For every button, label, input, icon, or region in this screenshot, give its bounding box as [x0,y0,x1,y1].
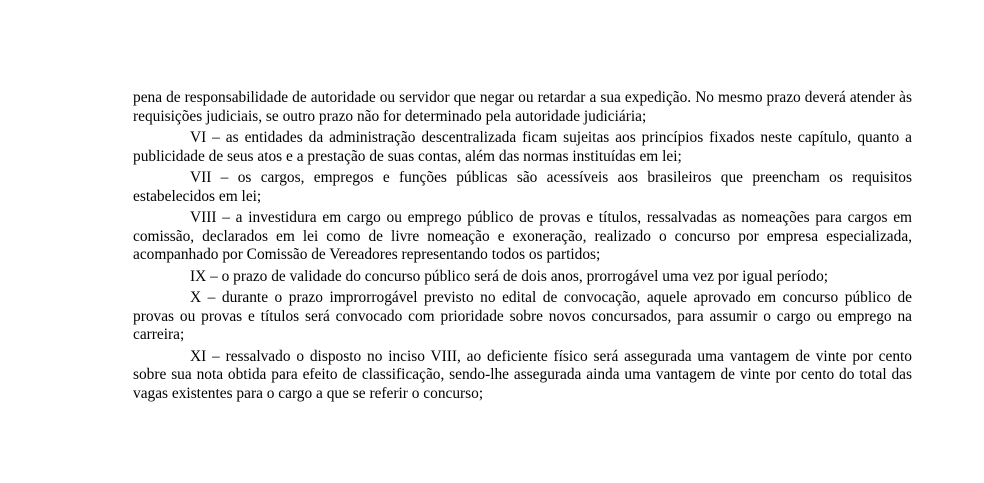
paragraph-item-viii: VIII – a investidura em cargo ou emprego público de provas e títulos, ressalvadas as nomeações para cargos em comissão, declarados em lei como de livre nomeação e exoneração, realizado o concurso por empresa especializada, acompanhado por Comissão de Vereadores representando todos os partidos; [133,209,912,263]
paragraph-item-ix: IX – o prazo de validade do concurso público será de dois anos, prorrogável uma vez por igual período; [190,267,829,285]
paragraph-continuation: pena de responsabilidade de autoridade ou servidor que negar ou retardar a sua expedição. No mesmo prazo deverá atender às requisições judiciais, se outro prazo não for determinado pela autoridade judiciária; [133,89,912,125]
document-body [133,89,912,406]
paragraph-item-vii: VII – os cargos, empregos e funções públicas são acessíveis aos brasileiros que preencham os requisitos estabelecidos em lei; [133,169,912,205]
paragraph-item-x: X – durante o prazo improrrogável previsto no edital de convocação, aquele aprovado em concurso público de provas ou provas e títulos será convocado com prioridade sobre novos concursados, para assumir o cargo ou emprego na carreira; [133,289,912,343]
paragraph-item-vi: VI – as entidades da administração descentralizada ficam sujeitas aos princípios fixados neste capítulo, quanto a publicidade de seus atos e a prestação de suas contas, além das normas instituídas em lei; [133,129,912,165]
paragraph-item-xi: XI – ressalvado o disposto no inciso VIII, ao deficiente físico será assegurada uma vantagem de vinte por cento sobre sua nota obtida para efeito de classificação, sendo-lhe assegurada ainda uma vantagem de vinte por cento do total das vagas existentes para o cargo a que se referir o concurso; [133,347,912,402]
